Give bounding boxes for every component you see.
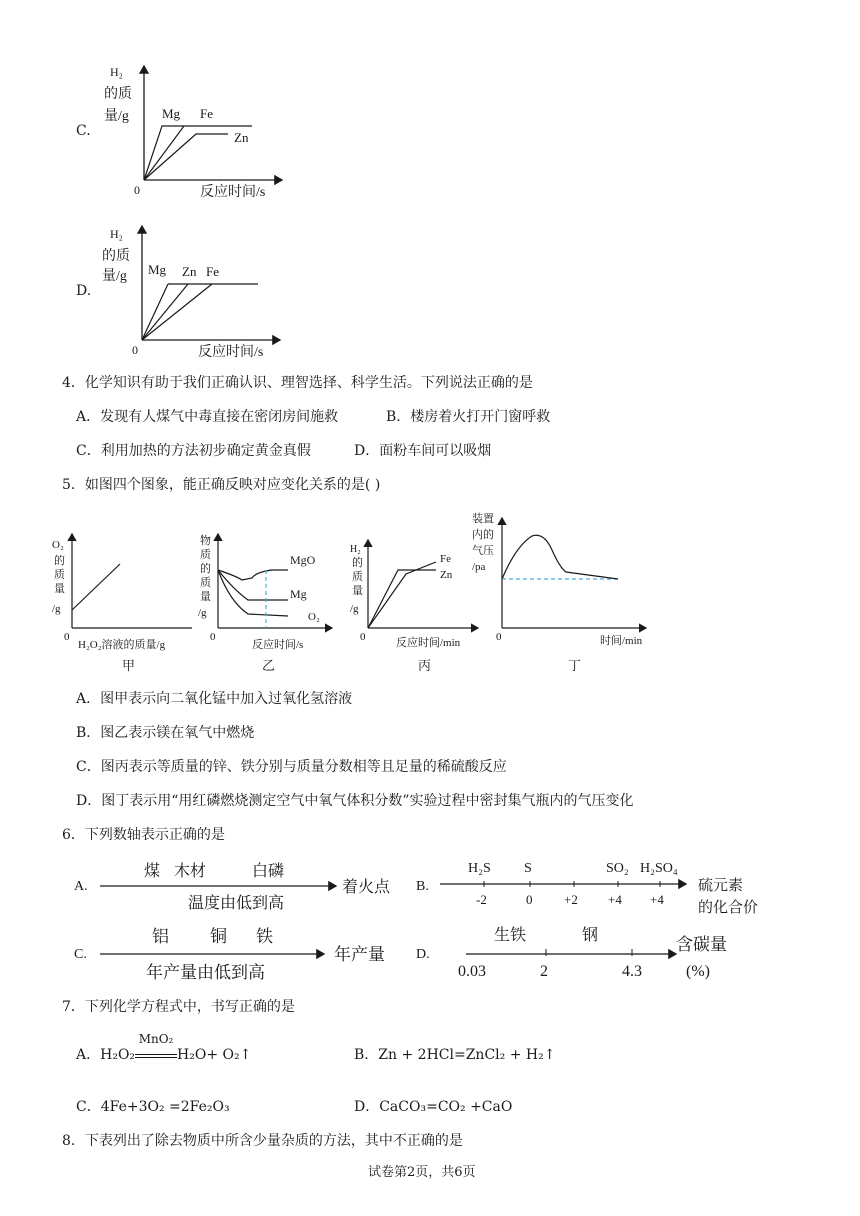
svg-text:+4: +4 — [650, 892, 664, 907]
q3-graph-d — [90, 222, 290, 362]
svg-text:C.: C. — [74, 947, 87, 962]
svg-text:量: 量 — [352, 585, 363, 597]
option-d-label: D. — [76, 283, 92, 299]
svg-text:气压: 气压 — [472, 545, 494, 557]
svg-text:(%): (%) — [686, 963, 710, 980]
svg-text:S: S — [524, 861, 532, 876]
svg-text:反应时间/min: 反应时间/min — [396, 637, 461, 649]
svg-text:铁: 铁 — [256, 927, 273, 946]
svg-text:质: 质 — [54, 569, 65, 581]
svg-text:着火点: 着火点 — [342, 879, 391, 896]
q5-option-b[interactable]: B．图乙表示镁在氧气中燃烧 — [76, 725, 255, 741]
d-curve-label-fe: Fe — [206, 264, 219, 279]
q4-option-d[interactable]: D．面粉车间可以吸烟 — [354, 443, 492, 459]
svg-text:钢: 钢 — [582, 927, 599, 944]
caption-bing: 丙 — [418, 658, 432, 673]
q5-graph-jia — [50, 530, 200, 680]
svg-text:的: 的 — [200, 563, 211, 575]
svg-text:A.: A. — [74, 879, 88, 894]
svg-text:/pa: /pa — [472, 561, 486, 573]
c-ylabel-1: H₂ — [110, 65, 123, 79]
svg-text:质: 质 — [352, 571, 363, 583]
q8-stem: 8．下表列出了除去物质中所含少量杂质的方法，其中不正确的是 — [62, 1133, 463, 1149]
c-curve-label-fe: Fe — [200, 106, 213, 121]
svg-text:质: 质 — [200, 549, 211, 561]
svg-text:O₂: O₂ — [52, 539, 64, 551]
svg-text:H₂SO₄: H₂SO₄ — [640, 861, 678, 876]
svg-text:MgO: MgO — [290, 553, 316, 567]
q5-option-a[interactable]: A．图甲表示向二氧化锰中加入过氧化氢溶液 — [76, 691, 353, 707]
caption-ding: 丁 — [568, 658, 582, 673]
q5-option-d[interactable]: D．图丁表示用“用红磷燃烧测定空气中氧气体积分数”实验过程中密封集气瓶内的气压变化 — [76, 793, 634, 809]
svg-text:0: 0 — [360, 631, 366, 643]
svg-text:年产量: 年产量 — [334, 945, 385, 964]
svg-text:的化合价: 的化合价 — [698, 900, 759, 916]
svg-text:Zn: Zn — [440, 569, 453, 581]
q7-option-b[interactable]: B．Zn + 2HCl=ZnCl₂ + H₂↑ — [354, 1047, 556, 1063]
svg-text:的: 的 — [352, 557, 363, 569]
svg-text:+4: +4 — [608, 892, 622, 907]
svg-text:0: 0 — [496, 631, 502, 643]
svg-text:时间/min: 时间/min — [600, 635, 643, 647]
svg-text:-2: -2 — [476, 892, 487, 907]
q6-axis-d[interactable] — [410, 918, 750, 988]
q4-option-c[interactable]: C．利用加热的方法初步确定黄金真假 — [76, 443, 311, 459]
svg-text:O₂: O₂ — [308, 611, 320, 623]
svg-text:量: 量 — [54, 583, 65, 595]
d-ylabel-1: H₂ — [110, 227, 123, 241]
svg-text:0.03: 0.03 — [458, 963, 486, 980]
svg-text:0: 0 — [526, 892, 533, 907]
q6-stem: 6．下列数轴表示正确的是 — [62, 827, 225, 843]
svg-text:0: 0 — [64, 631, 70, 643]
page-footer: 试卷第2页，共6页 — [368, 1165, 476, 1180]
svg-text:铝: 铝 — [152, 927, 169, 946]
c-curve-fe — [144, 126, 184, 180]
svg-text:物: 物 — [200, 535, 211, 547]
q7-option-d[interactable]: D．CaCO₃=CO₂ +CaO — [354, 1099, 513, 1115]
d-xlabel: 反应时间/s — [198, 345, 264, 360]
q5-option-c[interactable]: C．图丙表示等质量的锌、铁分别与质量分数相等且足量的稀硫酸反应 — [76, 759, 507, 775]
svg-text:铜: 铜 — [210, 927, 227, 946]
svg-text:内的: 内的 — [472, 529, 494, 541]
q6-axis-a[interactable] — [70, 854, 410, 914]
c-ylabel-2: 的质 — [104, 87, 132, 102]
caption-yi: 乙 — [262, 658, 276, 673]
q5-graph-ding — [472, 506, 656, 676]
svg-text:煤: 煤 — [144, 863, 161, 880]
q7-stem: 7．下列化学方程式中，书写正确的是 — [62, 999, 295, 1015]
svg-text:H₂: H₂ — [350, 544, 361, 555]
q4-option-a[interactable]: A．发现有人煤气中毒直接在密闭房间施救 — [76, 409, 339, 425]
q6-axis-c[interactable] — [70, 918, 410, 984]
d-ylabel-2: 的质 — [102, 249, 130, 264]
q5-graph-bing — [348, 530, 488, 680]
svg-text:装置: 装置 — [472, 513, 494, 525]
q5-graph-yi — [196, 530, 346, 680]
d-ylabel-3: 量/g — [102, 269, 127, 284]
svg-text:含碳量: 含碳量 — [676, 935, 727, 954]
svg-text:Fe: Fe — [440, 553, 451, 565]
c-origin: 0 — [134, 183, 140, 197]
svg-text:白磷: 白磷 — [252, 863, 285, 880]
q7-option-a[interactable]: A．H₂O₂ MnO₂ H₂O+ O₂↑ — [76, 1032, 252, 1063]
q5-stem: 5．如图四个图象，能正确反映对应变化关系的是( ) — [62, 477, 381, 493]
svg-text:4.3: 4.3 — [622, 963, 642, 980]
svg-text:硫元素: 硫元素 — [698, 878, 744, 894]
svg-text:H₂S: H₂S — [468, 861, 491, 876]
svg-text:H₂O₂溶液的质量/g: H₂O₂溶液的质量/g — [78, 639, 166, 651]
svg-text:反应时间/s: 反应时间/s — [252, 639, 304, 651]
d-curve-label-zn: Zn — [182, 264, 197, 279]
svg-text:D.: D. — [416, 947, 430, 962]
q6-axis-b[interactable] — [410, 852, 780, 918]
svg-text:/g: /g — [198, 607, 207, 619]
svg-text:生铁: 生铁 — [494, 927, 527, 944]
svg-text:/g: /g — [52, 603, 61, 615]
svg-text:+2: +2 — [564, 892, 578, 907]
q7-option-c[interactable]: C．4Fe+3O₂ =2Fe₂O₃ — [76, 1099, 230, 1115]
svg-text:温度由低到高: 温度由低到高 — [188, 895, 285, 912]
option-c-label: C. — [76, 123, 91, 139]
svg-text:木材: 木材 — [174, 863, 207, 880]
c-ylabel-3: 量/g — [104, 109, 129, 124]
d-origin: 0 — [132, 343, 138, 357]
q4-option-b[interactable]: B．楼房着火打开门窗呼救 — [386, 409, 551, 425]
svg-text:0: 0 — [210, 631, 216, 643]
svg-text:Mg: Mg — [290, 587, 307, 601]
svg-text:B.: B. — [416, 879, 429, 894]
svg-text:SO₂: SO₂ — [606, 861, 629, 876]
svg-text:年产量由低到高: 年产量由低到高 — [146, 963, 265, 982]
svg-text:量: 量 — [200, 591, 211, 603]
svg-text:的: 的 — [54, 555, 65, 567]
q3-graph-c — [90, 62, 290, 202]
c-xlabel: 反应时间/s — [200, 185, 266, 200]
q4-stem: 4．化学知识有助于我们正确认识、理智选择、科学生活。下列说法正确的是 — [62, 375, 533, 391]
c-curve-label-zn: Zn — [234, 130, 249, 145]
svg-text:/g: /g — [350, 603, 359, 615]
c-curve-label-mg: Mg — [162, 106, 181, 121]
svg-text:质: 质 — [200, 577, 211, 589]
d-curve-label-mg: Mg — [148, 262, 167, 277]
caption-jia: 甲 — [122, 658, 136, 673]
svg-text:2: 2 — [540, 963, 548, 980]
